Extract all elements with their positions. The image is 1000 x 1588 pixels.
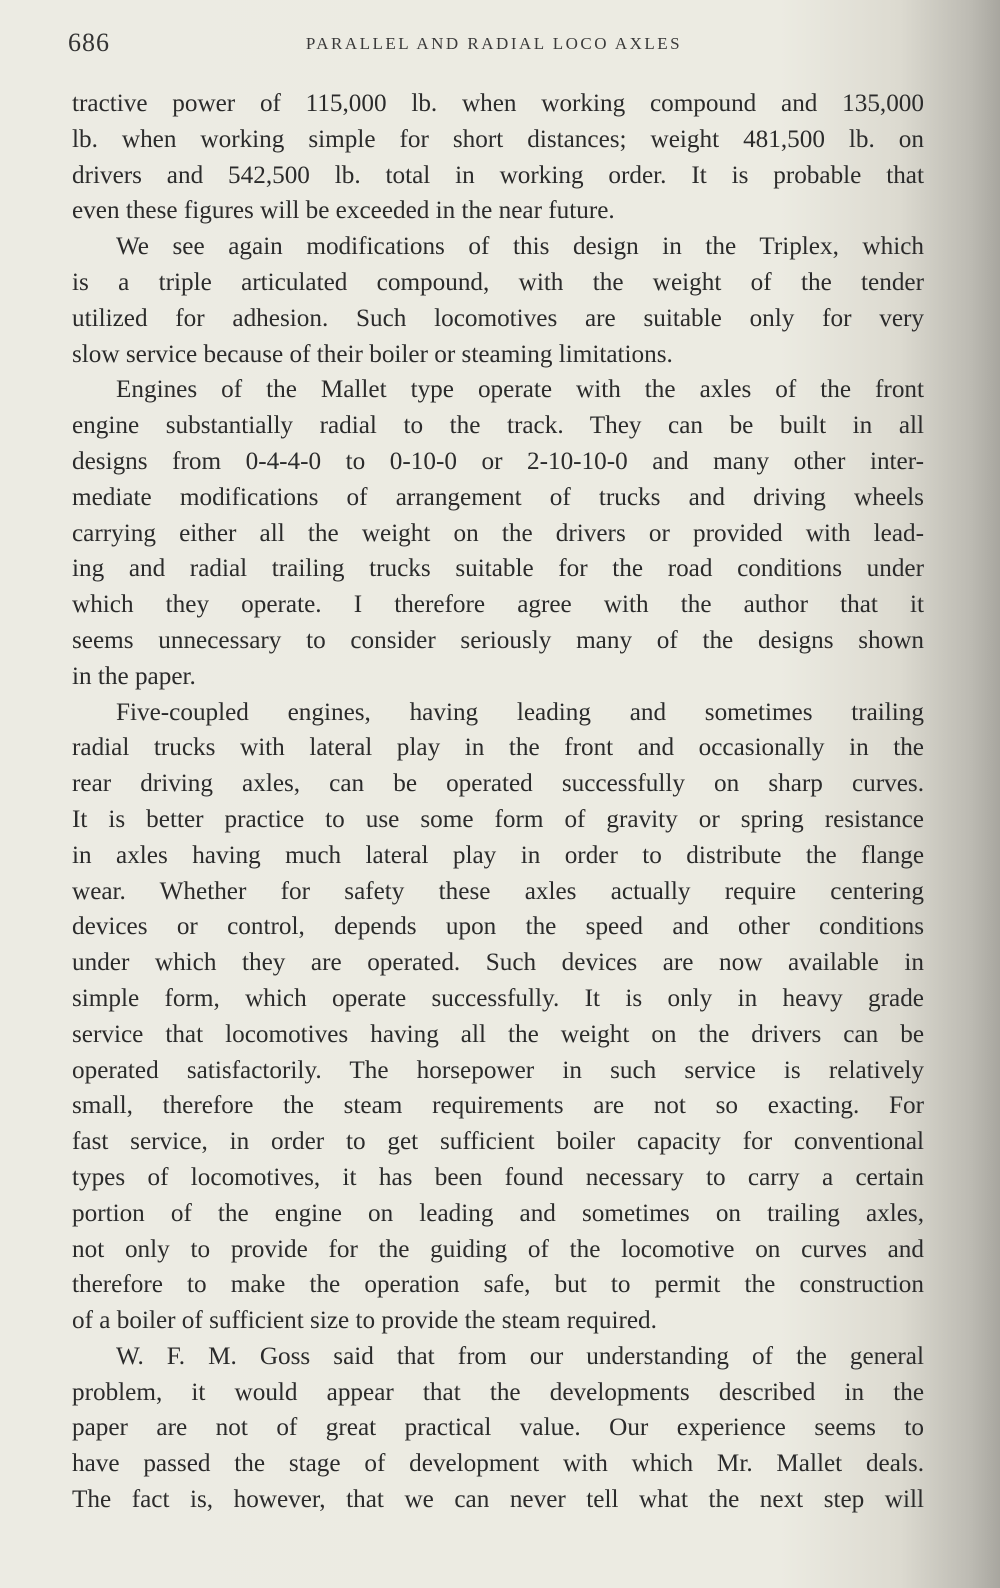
text-line: fast service, in order to get sufficient boiler capacity for conventional — [72, 1128, 924, 1156]
page-number: 686 — [68, 28, 110, 57]
paragraph-5 — [72, 1339, 924, 1518]
text-line: drivers and 542,500 lb. total in working order. It is probable that — [72, 161, 924, 189]
text-line: have passed the stage of development with which Mr. Mallet deals. — [72, 1450, 924, 1478]
text-line: of a boiler of sufficient size to provide the steam required. — [72, 1307, 657, 1335]
text-line: in axles having much lateral play in order to distribute the flange — [72, 841, 924, 869]
text-line: portion of the engine on leading and sometimes on trailing axles, — [72, 1199, 924, 1227]
text-line: designs from 0-4-4-0 to 0-10-0 or 2-10-10-0 and many other inter- — [72, 447, 924, 475]
paragraph-1 — [72, 86, 924, 229]
running-head-title: PARALLEL AND RADIAL LOCO AXLES — [305, 34, 683, 53]
paragraph-4 — [72, 695, 924, 1339]
text-line: therefore to make the operation safe, but to permit the construction — [72, 1271, 924, 1299]
text-line: types of locomotives, it has been found necessary to carry a certain — [72, 1163, 924, 1191]
text-line: ing and radial trailing trucks suitable for the road conditions under — [72, 555, 924, 583]
text-line: rear driving axles, can be operated successfully on sharp curves. — [72, 770, 924, 798]
text-line: under which they are operated. Such devices are now available in — [72, 949, 924, 977]
text-line: in the paper. — [72, 662, 196, 690]
text-line: It is better practice to use some form of gravity or spring resistance — [72, 805, 924, 833]
text-line: Engines of the Mallet type operate with the axles of the front — [116, 376, 924, 404]
text-line: The fact is, however, that we can never tell what the next step will — [72, 1486, 924, 1514]
text-line: operated satisfactorily. The horsepower in such service is relatively — [72, 1056, 924, 1084]
text-line: carrying either all the weight on the drivers or provided with lead- — [72, 519, 924, 547]
body-text — [72, 86, 924, 1518]
text-line: tractive power of 115,000 lb. when working compound and 135,000 — [72, 90, 924, 117]
text-line: not only to provide for the guiding of the locomotive on curves and — [72, 1235, 924, 1263]
text-line: radial trucks with lateral play in the front and occasionally in the — [72, 734, 924, 762]
text-line: seems unnecessary to consider seriously many of the designs shown — [72, 626, 924, 654]
text-line: which they operate. I therefore agree with the author that it — [72, 591, 924, 619]
paragraph-3 — [72, 372, 924, 694]
text-line: mediate modifications of arrangement of trucks and driving wheels — [72, 483, 924, 511]
text-line: is a triple articulated compound, with the weight of the tender — [72, 268, 924, 296]
text-line: engine substantially radial to the track. They can be built in all — [72, 412, 924, 440]
text-line: We see again modifications of this design in the Triplex, which — [116, 233, 924, 261]
text-line: utilized for adhesion. Such locomotives are suitable only for very — [72, 304, 924, 332]
paragraph-2 — [72, 229, 924, 372]
text-line: even these figures will be exceeded in the near future. — [72, 197, 615, 225]
text-line: service that locomotives having all the weight on the drivers can be — [72, 1020, 924, 1048]
text-line: paper are not of great practical value. Our experience seems to — [72, 1414, 924, 1442]
text-line: wear. Whether for safety these axles actually require centering — [72, 877, 924, 905]
text-line: small, therefore the steam requirements are not so exacting. For — [72, 1092, 924, 1120]
text-line: lb. when working simple for short distances; weight 481,500 lb. on — [72, 125, 924, 153]
text-line: Five-coupled engines, having leading and sometimes trailing — [116, 698, 924, 726]
text-line: simple form, which operate successfully. It is only in heavy grade — [72, 984, 924, 1012]
text-line: slow service because of their boiler or steaming limitations. — [72, 340, 673, 368]
text-line: problem, it would appear that the developments described in the — [72, 1378, 924, 1406]
text-line: devices or control, depends upon the speed and other conditions — [72, 913, 924, 941]
running-head — [68, 28, 920, 58]
text-line: W. F. M. Goss said that from our understanding of the general — [116, 1342, 924, 1370]
